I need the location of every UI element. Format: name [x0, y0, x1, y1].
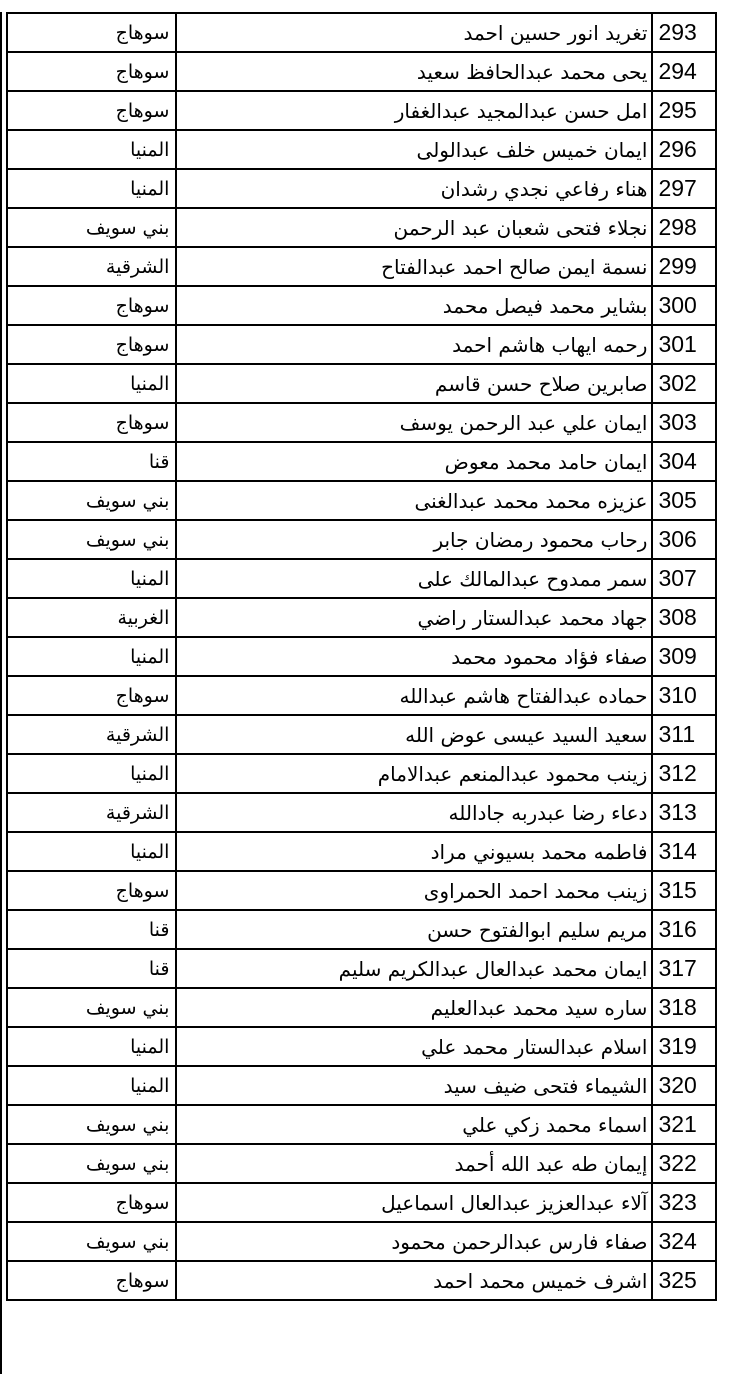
- name-cell: ايمان علي عبد الرحمن يوسف: [176, 403, 652, 442]
- table-row: [7, 130, 716, 169]
- table-row: [7, 52, 716, 91]
- serial-number-cell: 322: [652, 1144, 716, 1183]
- name-cell: امل حسن عبدالمجيد عبدالغفار: [176, 91, 652, 130]
- name-cell: رحاب محمود رمضان جابر: [176, 520, 652, 559]
- governorate-cell: سوهاج: [7, 91, 176, 130]
- table-row: [7, 520, 716, 559]
- governorate-cell: سوهاج: [7, 871, 176, 910]
- name-cell: حماده عبدالفتاح هاشم عبدالله: [176, 676, 652, 715]
- name-cell: الشيماء فتحى ضيف سيد: [176, 1066, 652, 1105]
- table-row: [7, 793, 716, 832]
- serial-number-cell: 308: [652, 598, 716, 637]
- name-cell: سعيد السيد عيسى عوض الله: [176, 715, 652, 754]
- name-cell: اسلام عبدالستار محمد علي: [176, 1027, 652, 1066]
- table-row: [7, 13, 716, 52]
- table-row: [7, 1066, 716, 1105]
- governorate-cell: بني سويف: [7, 208, 176, 247]
- serial-number-cell: 298: [652, 208, 716, 247]
- governorate-cell: الشرقية: [7, 247, 176, 286]
- serial-number-cell: 324: [652, 1222, 716, 1261]
- name-cell: اشرف خميس محمد احمد: [176, 1261, 652, 1300]
- table-row: [7, 910, 716, 949]
- governorate-cell: بني سويف: [7, 1105, 176, 1144]
- governorate-cell: الغربية: [7, 598, 176, 637]
- governorate-cell: بني سويف: [7, 481, 176, 520]
- governorate-cell: بني سويف: [7, 988, 176, 1027]
- serial-number-cell: 305: [652, 481, 716, 520]
- serial-number-cell: 318: [652, 988, 716, 1027]
- governorate-cell: سوهاج: [7, 676, 176, 715]
- table-row: [7, 247, 716, 286]
- name-cell: ساره سيد محمد عبدالعليم: [176, 988, 652, 1027]
- table-row: [7, 208, 716, 247]
- table-row: [7, 403, 716, 442]
- governorate-cell: سوهاج: [7, 325, 176, 364]
- table-row: [7, 559, 716, 598]
- name-cell: إيمان طه عبد الله أحمد: [176, 1144, 652, 1183]
- serial-number-cell: 294: [652, 52, 716, 91]
- governorate-cell: المنيا: [7, 169, 176, 208]
- governorate-cell: بني سويف: [7, 1222, 176, 1261]
- serial-number-cell: 321: [652, 1105, 716, 1144]
- table-row: [7, 637, 716, 676]
- serial-number-cell: 299: [652, 247, 716, 286]
- serial-number-cell: 323: [652, 1183, 716, 1222]
- name-cell: يحى محمد عبدالحافظ سعيد: [176, 52, 652, 91]
- table-row: [7, 286, 716, 325]
- serial-number-cell: 325: [652, 1261, 716, 1300]
- serial-number-cell: 303: [652, 403, 716, 442]
- table-row: [7, 715, 716, 754]
- table-row: [7, 1261, 716, 1300]
- table-row: [7, 1144, 716, 1183]
- governorate-cell: المنيا: [7, 637, 176, 676]
- table-row: [7, 325, 716, 364]
- serial-number-cell: 310: [652, 676, 716, 715]
- name-cell: نسمة ايمن صالح احمد عبدالفتاح: [176, 247, 652, 286]
- name-cell: تغريد انور حسين احمد: [176, 13, 652, 52]
- table-row: [7, 1105, 716, 1144]
- serial-number-cell: 295: [652, 91, 716, 130]
- serial-number-cell: 300: [652, 286, 716, 325]
- governorate-cell: المنيا: [7, 1027, 176, 1066]
- table-row: [7, 1222, 716, 1261]
- governorate-cell: المنيا: [7, 832, 176, 871]
- name-cell: هناء رفاعي نجدي رشدان: [176, 169, 652, 208]
- serial-number-cell: 315: [652, 871, 716, 910]
- table-row: [7, 1027, 716, 1066]
- governorate-cell: قنا: [7, 910, 176, 949]
- governorate-cell: المنيا: [7, 1066, 176, 1105]
- serial-number-cell: 312: [652, 754, 716, 793]
- name-cell: رحمه ايهاب هاشم احمد: [176, 325, 652, 364]
- name-cell: سمر ممدوح عبدالمالك على: [176, 559, 652, 598]
- governorate-cell: الشرقية: [7, 715, 176, 754]
- governorate-cell: المنيا: [7, 559, 176, 598]
- name-cell: ايمان حامد محمد معوض: [176, 442, 652, 481]
- names-table: [6, 12, 717, 1301]
- governorate-cell: بني سويف: [7, 1144, 176, 1183]
- governorate-cell: سوهاج: [7, 1183, 176, 1222]
- name-cell: نجلاء فتحى شعبان عبد الرحمن: [176, 208, 652, 247]
- serial-number-cell: 307: [652, 559, 716, 598]
- table-row: [7, 676, 716, 715]
- governorate-cell: المنيا: [7, 364, 176, 403]
- governorate-cell: المنيا: [7, 130, 176, 169]
- governorate-cell: قنا: [7, 949, 176, 988]
- serial-number-cell: 311: [652, 715, 716, 754]
- governorate-cell: الشرقية: [7, 793, 176, 832]
- table-row: [7, 598, 716, 637]
- table-row: [7, 832, 716, 871]
- table-row: [7, 754, 716, 793]
- governorate-cell: المنيا: [7, 754, 176, 793]
- governorate-cell: سوهاج: [7, 13, 176, 52]
- name-cell: آلاء عبدالعزيز عبدالعال اسماعيل: [176, 1183, 652, 1222]
- table-row: [7, 1183, 716, 1222]
- name-cell: بشاير محمد فيصل محمد: [176, 286, 652, 325]
- serial-number-cell: 302: [652, 364, 716, 403]
- serial-number-cell: 319: [652, 1027, 716, 1066]
- governorate-cell: سوهاج: [7, 1261, 176, 1300]
- serial-number-cell: 316: [652, 910, 716, 949]
- table-row: [7, 871, 716, 910]
- table-row: [7, 442, 716, 481]
- governorate-cell: بني سويف: [7, 520, 176, 559]
- serial-number-cell: 301: [652, 325, 716, 364]
- name-cell: ايمان خميس خلف عبدالولى: [176, 130, 652, 169]
- serial-number-cell: 293: [652, 13, 716, 52]
- name-cell: زينب محمود عبدالمنعم عبدالامام: [176, 754, 652, 793]
- name-cell: دعاء رضا عبدربه جادالله: [176, 793, 652, 832]
- governorate-cell: سوهاج: [7, 403, 176, 442]
- governorate-cell: قنا: [7, 442, 176, 481]
- serial-number-cell: 304: [652, 442, 716, 481]
- serial-number-cell: 306: [652, 520, 716, 559]
- table-body: [7, 13, 716, 1300]
- name-cell: صابرين صلاح حسن قاسم: [176, 364, 652, 403]
- name-cell: زينب محمد احمد الحمراوى: [176, 871, 652, 910]
- governorate-cell: سوهاج: [7, 286, 176, 325]
- serial-number-cell: 320: [652, 1066, 716, 1105]
- governorate-cell: سوهاج: [7, 52, 176, 91]
- table-row: [7, 988, 716, 1027]
- serial-number-cell: 313: [652, 793, 716, 832]
- table-row: [7, 91, 716, 130]
- table-row: [7, 364, 716, 403]
- name-cell: صفاء فؤاد محمود محمد: [176, 637, 652, 676]
- serial-number-cell: 309: [652, 637, 716, 676]
- name-cell: فاطمه محمد بسيوني مراد: [176, 832, 652, 871]
- table-row: [7, 949, 716, 988]
- table-row: [7, 481, 716, 520]
- serial-number-cell: 296: [652, 130, 716, 169]
- left-border-line: [0, 12, 2, 1374]
- serial-number-cell: 297: [652, 169, 716, 208]
- name-cell: مريم سليم ابوالفتوح حسن: [176, 910, 652, 949]
- name-cell: صفاء فارس عبدالرحمن محمود: [176, 1222, 652, 1261]
- name-cell: جهاد محمد عبدالستار راضي: [176, 598, 652, 637]
- name-cell: عزيزه محمد محمد عبدالغنى: [176, 481, 652, 520]
- name-cell: اسماء محمد زكي علي: [176, 1105, 652, 1144]
- name-cell: ايمان محمد عبدالعال عبدالكريم سليم: [176, 949, 652, 988]
- serial-number-cell: 314: [652, 832, 716, 871]
- table-row: [7, 169, 716, 208]
- serial-number-cell: 317: [652, 949, 716, 988]
